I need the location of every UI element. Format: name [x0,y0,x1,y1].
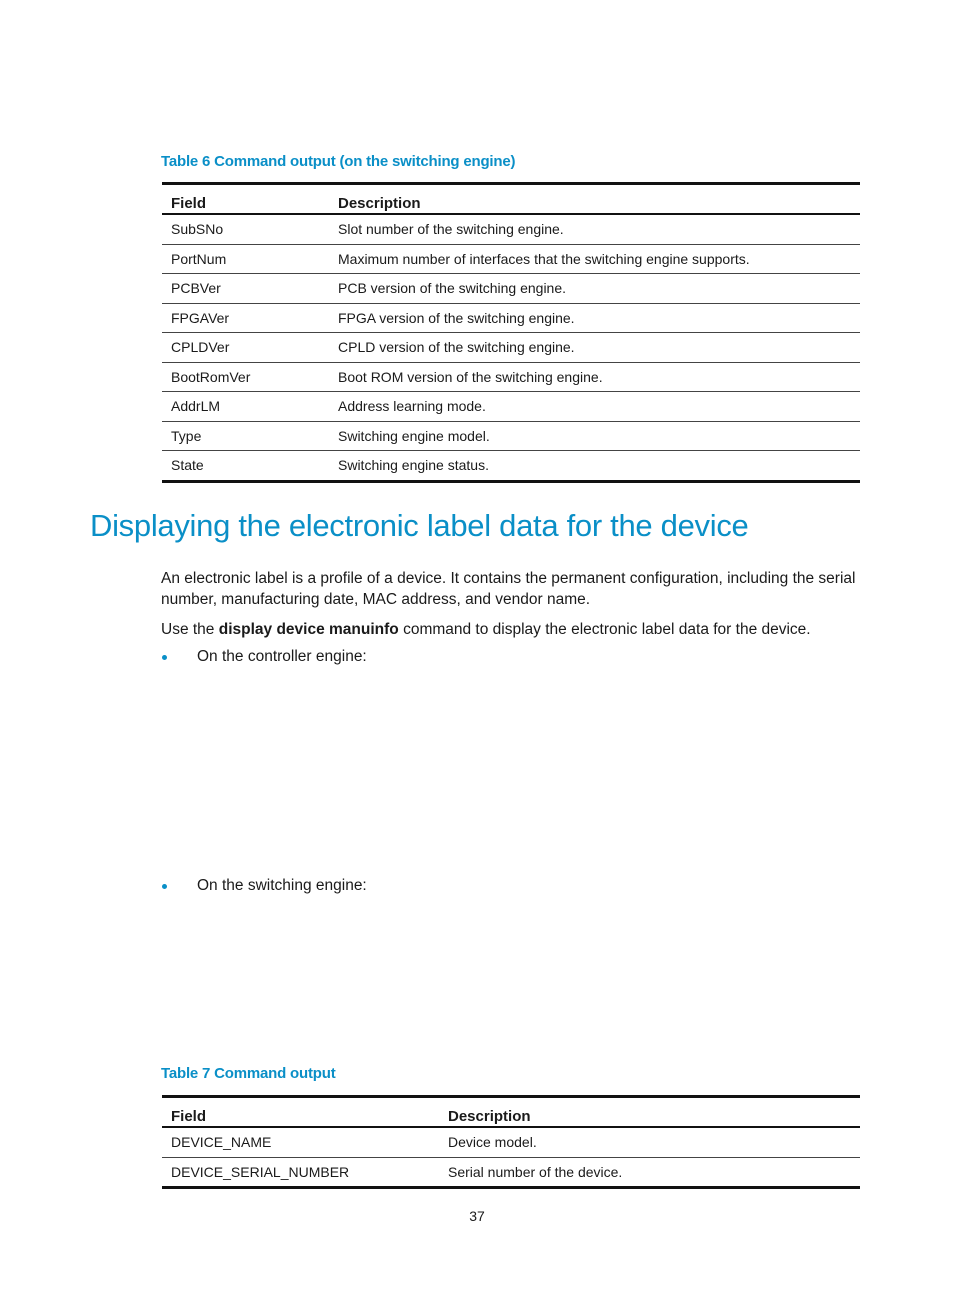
section-heading: Displaying the electronic label data for the device [90,508,749,543]
table-row [162,421,860,451]
usage-suffix: command to display the electronic label data for the device. [398,621,811,638]
field-cell: CPLDVer [162,333,329,363]
bullet-dot-icon [162,884,167,889]
description-cell: Address learning mode. [329,392,860,422]
table-row [162,392,860,422]
field-cell: DEVICE_SERIAL_NUMBER [162,1157,439,1188]
table-row [162,333,860,363]
field-cell: PCBVer [162,274,329,304]
table7-header-field: Field [162,1097,439,1128]
table-row [162,274,860,304]
table-row [162,303,860,333]
field-cell: Type [162,421,329,451]
usage-paragraph [161,619,871,640]
table-row [162,244,860,274]
table6-header-field: Field [162,184,329,215]
description-cell: PCB version of the switching engine. [329,274,860,304]
field-cell: State [162,451,329,482]
table6-header-description: Description [329,184,860,215]
description-cell: Serial number of the device. [439,1157,860,1188]
bullet-dot-icon [162,655,167,660]
description-cell: Switching engine model. [329,421,860,451]
page-number: 37 [469,1208,485,1224]
table6 [162,182,860,483]
field-cell: DEVICE_NAME [162,1127,439,1157]
table-row [162,1127,860,1157]
table-row [162,214,860,244]
bullet-label: On the switching engine: [197,877,367,894]
field-cell: FPGAVer [162,303,329,333]
table7-header-row [162,1097,860,1128]
description-cell: CPLD version of the switching engine. [329,333,860,363]
table-row [162,451,860,482]
description-cell: Boot ROM version of the switching engine. [329,362,860,392]
table-row [162,1157,860,1188]
description-cell: Switching engine status. [329,451,860,482]
usage-prefix: Use the [161,621,219,638]
table-row [162,362,860,392]
table7-caption: Table 7 Command output [161,1065,336,1082]
field-cell: PortNum [162,244,329,274]
description-cell: FPGA version of the switching engine. [329,303,860,333]
intro-paragraph: An electronic label is a profile of a device. It contains the permanent configuration, including the serial number, manufacturing date, MAC address, and vendor name. [161,570,856,608]
table6-header-row [162,184,860,215]
command-name: display device manuinfo [218,621,399,638]
field-cell: BootRomVer [162,362,329,392]
description-cell: Slot number of the switching engine. [329,214,860,244]
field-cell: SubSNo [162,214,329,244]
description-cell: Maximum number of interfaces that the switching engine supports. [329,244,860,274]
description-cell: Device model. [439,1127,860,1157]
table7-header-description: Description [439,1097,860,1128]
table6-caption: Table 6 Command output (on the switching engine) [161,153,516,170]
table7 [162,1095,860,1189]
field-cell: AddrLM [162,392,329,422]
bullet-label: On the controller engine: [197,648,367,665]
